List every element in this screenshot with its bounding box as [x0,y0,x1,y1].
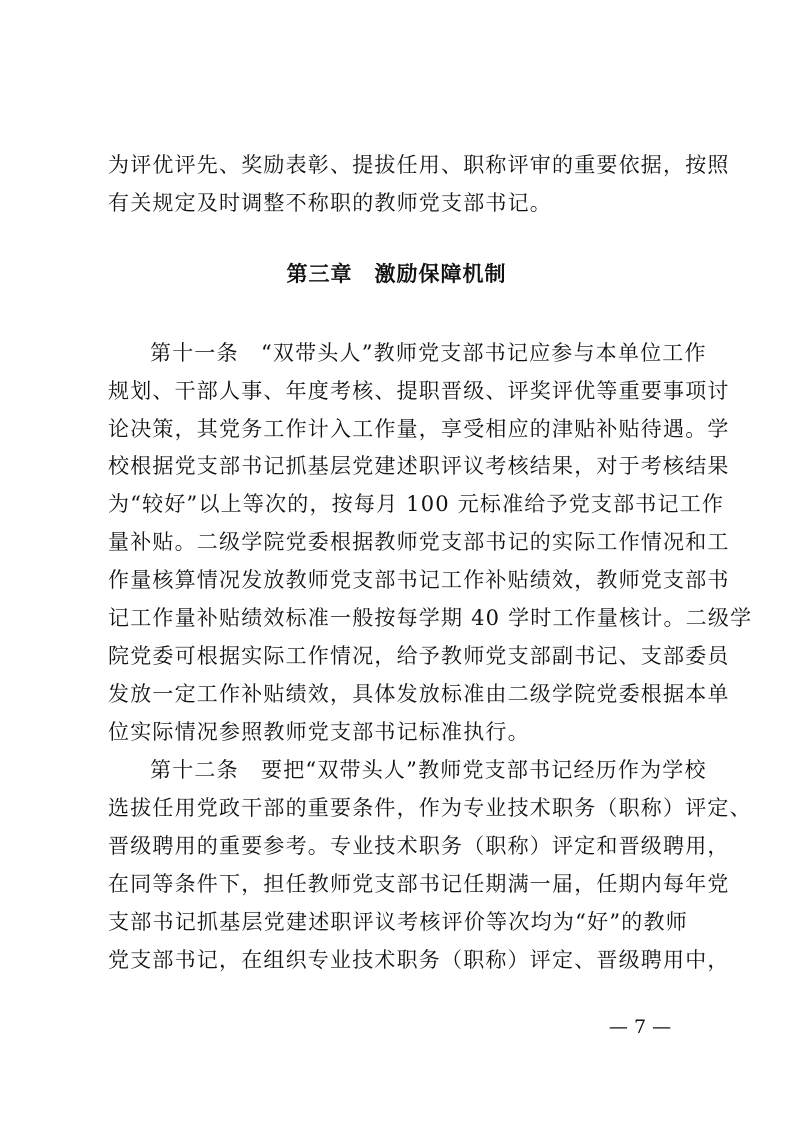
paragraph-line: 发放一定工作补贴绩效，具体发放标准由二级学院党委根据本单 [108,682,730,706]
article-11-first-line: 第十一条 “双带头人”教师党支部书记应参与本单位工作 [150,341,707,365]
paragraph-line: 为评优评先、奖励表彰、提拔任用、职称评审的重要依据，按照 [108,153,730,177]
paragraph-line: 校根据党支部书记抓基层党建述职评议考核结果，对于考核结果 [108,454,730,478]
paragraph-line: 规划、干部人事、年度考核、提职晋级、评奖评优等重要事项讨 [108,379,730,403]
paragraph-line: 支部书记抓基层党建述职评议考核评价等次均为“好”的教师 [108,910,688,934]
chapter-heading: 第三章 激励保障机制 [286,262,507,286]
paragraph-line: 党支部书记，在组织专业技术职务（职称）评定、晋级聘用中， [108,948,730,972]
paragraph-line: 为“较好”以上等次的，按每月 100 元标准给予党支部书记工作 [108,492,725,516]
paragraph-line: 作量核算情况发放教师党支部书记工作补贴绩效，教师党支部书 [108,568,730,592]
article-12-first-line: 第十二条 要把“双带头人”教师党支部书记经历作为学校 [150,758,707,782]
paragraph-line: 论决策，其党务工作计入工作量，享受相应的津贴补贴待遇。学 [108,417,730,441]
paragraph-line: 院党委可根据实际工作情况，给予教师党支部副书记、支部委员 [108,644,730,668]
paragraph-line: 晋级聘用的重要参考。专业技术职务（职称）评定和晋级聘用， [108,834,730,858]
paragraph-line: 选拔任用党政干部的重要条件，作为专业技术职务（职称）评定、 [108,796,752,820]
paragraph-line: 位实际情况参照教师党支部书记标准执行。 [108,720,530,744]
paragraph-line: 在同等条件下，担任教师党支部书记任期满一届，任期内每年党 [108,872,730,896]
paragraph-line: 有关规定及时调整不称职的教师党支部书记。 [108,191,552,215]
paragraph-line: 记工作量补贴绩效标准一般按每学期 40 学时工作量核计。二级学 [108,606,753,630]
paragraph-line: 量补贴。二级学院党委根据教师党支部书记的实际工作情况和工 [108,530,730,554]
page-number: — 7 — [608,1016,672,1038]
